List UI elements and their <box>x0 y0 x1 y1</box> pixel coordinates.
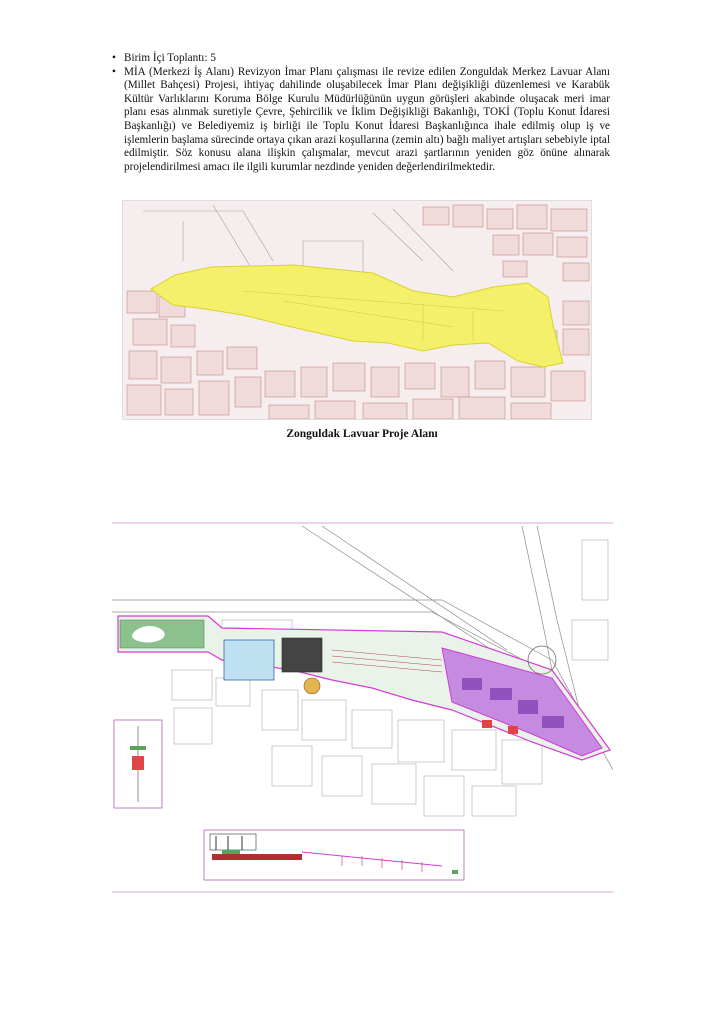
bullet-text: MİA (Merkezi İş Alanı) Revizyon İmar Planı çalışması ile revize edilen Zonguldak Merkez Lavuar Alanı (Millet Bahçesi) Projesi, ihtiyaç dahilinde oluşabilecek İmar Planı değişikliği düzenlemesi ve Karabük Kültür Varlıklarını Koruma Bölge Kurulu Müdürlüğünün uygun görüşleri akabinde oluşacak meri imar planı esas alınmak suretiyle Çevre, Şehircilik ve İklim Değişikliği Bakanlığı, TOKİ (Toplu Konut İdaresi Başkanlığı) ve Belediyemiz iş birliği ile Toplu Konut İdaresi Başkanlığınca ihale edilmiş olup iş ve işlemlerin başlama sürecinde ortaya çıkan arazi koşullarına (zemin altı) bağlı maliyet artışları sebebiyle iptal edilmiştir. Söz konusu alana ilişkin çalışmalar, mevcut arazi şartlarının yeniden göz önüne alınarak projelendirilmesi amacı ile ilgili kurumlar nezdinde yeniden değerlendirilmektedir. <box>124 65 610 173</box>
figure-caption: Zonguldak Lavuar Proje Alanı <box>286 428 438 440</box>
site-plan-drawing <box>112 520 613 894</box>
bullet-meeting-count <box>112 52 610 66</box>
site-plan-svg <box>112 520 613 894</box>
bullet-project-description <box>112 66 610 175</box>
project-area-map <box>122 200 592 420</box>
bullet-text: Birim İçi Toplantı: 5 <box>124 52 216 64</box>
body-text <box>112 52 610 174</box>
project-area-map-drawing <box>123 201 591 419</box>
bullet-dot: • <box>112 52 116 64</box>
bullet-dot: • <box>112 65 116 78</box>
